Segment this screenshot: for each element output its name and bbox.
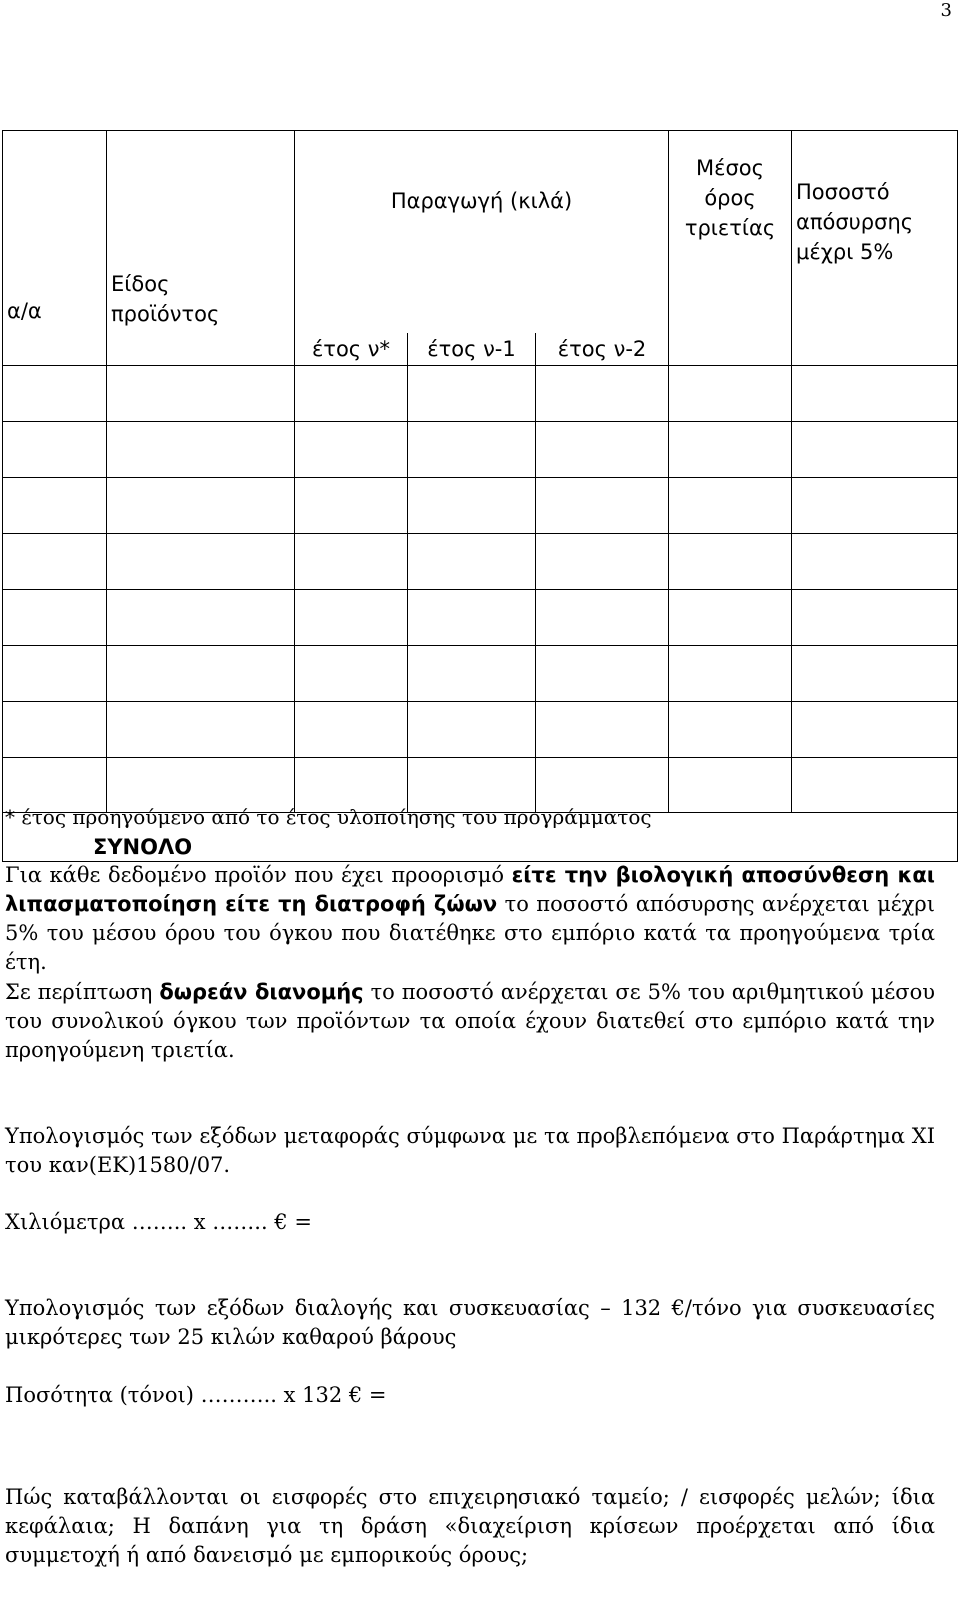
header-average-line1: Μέσος <box>696 156 764 180</box>
table-row <box>3 422 958 478</box>
paragraph-contributions-question: Πώς καταβάλλονται οι εισφορές στο επιχειρησιακό ταμείο; / εισφορές μελών; ίδια κεφάλαια; Η δαπάνη για τη δράση «διαχείριση κρίσεων προέρχεται από ίδια συμμετοχή ή από δανεισμό με εμπορικούς όρους; <box>5 1485 935 1567</box>
header-production: Παραγωγή (κιλά) <box>295 131 669 334</box>
paragraph-sorting-packaging-costs: Υπολογισμός των εξόδων διαλογής και συσκευασίας – 132 €/τόνο για συσκευασίες μικρότερες των 25 κιλών καθαρού βάρους <box>5 1296 935 1349</box>
paragraph2-bold: δωρεάν διανομής <box>159 980 364 1004</box>
header-product-type <box>107 131 295 366</box>
page-number: 3 <box>940 0 952 21</box>
total-label: ΣΥΝΟΛΟ <box>3 813 958 862</box>
production-table <box>2 130 958 862</box>
header-product-type-line1: Είδος <box>111 272 170 296</box>
header-average-line3: τριετίας <box>684 216 776 240</box>
table-row <box>3 478 958 534</box>
paragraph1-text-start: Για κάθε δεδομένο προϊόν που έχει προορισμό <box>5 863 512 887</box>
table-row <box>3 590 958 646</box>
paragraph-transport-costs: Υπολογισμός των εξόδων μεταφοράς σύμφωνα με τα προβλεπόμενα στο Παράρτημα ΧΙ του καν(ΕΚ)1580/07. <box>5 1124 935 1177</box>
table-row <box>3 366 958 422</box>
header-year-n: έτος ν* <box>295 333 408 366</box>
header-product-type-line2: προϊόντος <box>111 302 220 326</box>
header-withdrawal-rate-line3: μέχρι 5% <box>796 240 894 264</box>
paragraph2-text-start: Σε περίπτωση <box>5 980 160 1004</box>
header-average-line2: όρος <box>704 186 756 210</box>
quantity-formula: Ποσότητα (τόνοι) ……….. x 132 € = <box>5 1383 387 1407</box>
kilometres-formula: Χιλιόμετρα …….. x …….. € = <box>5 1210 312 1234</box>
header-aa: α/α <box>3 131 107 366</box>
paragraph1-bold: είτε την βιολογική αποσύνθεση και λιπασματοποίηση είτε τη διατροφή ζώων <box>5 863 935 916</box>
paragraph-withdrawal-composting <box>5 861 935 977</box>
header-withdrawal-rate-line1: Ποσοστό <box>796 180 890 204</box>
header-withdrawal-rate-line2: απόσυρσης <box>796 210 914 234</box>
footnote: * έτος προηγούμενο από το έτος υλοποίησης του προγράμματος <box>5 805 652 829</box>
header-year-n1: έτος ν-1 <box>408 333 536 366</box>
table-row <box>3 646 958 702</box>
header-year-n2: έτος ν-2 <box>536 333 669 366</box>
table-row <box>3 534 958 590</box>
table-row <box>3 702 958 758</box>
header-average <box>669 131 792 366</box>
paragraph-free-distribution <box>5 978 935 1065</box>
paragraph2-text-end: το ποσοστό ανέρχεται σε 5% του αριθμητικού μέσου του συνολικού όγκου των προϊόντων τα οποία έχουν διατεθεί στο εμπόριο κατά την προηγούμενη τριετία. <box>5 980 935 1062</box>
header-withdrawal-rate <box>792 131 958 366</box>
paragraph1-text-end: το ποσοστό απόσυρσης ανέρχεται μέχρι 5% του μέσου όρου του όγκου που διατέθηκε στο εμπόριο κατά τα προηγούμενα τρία έτη. <box>5 892 935 974</box>
